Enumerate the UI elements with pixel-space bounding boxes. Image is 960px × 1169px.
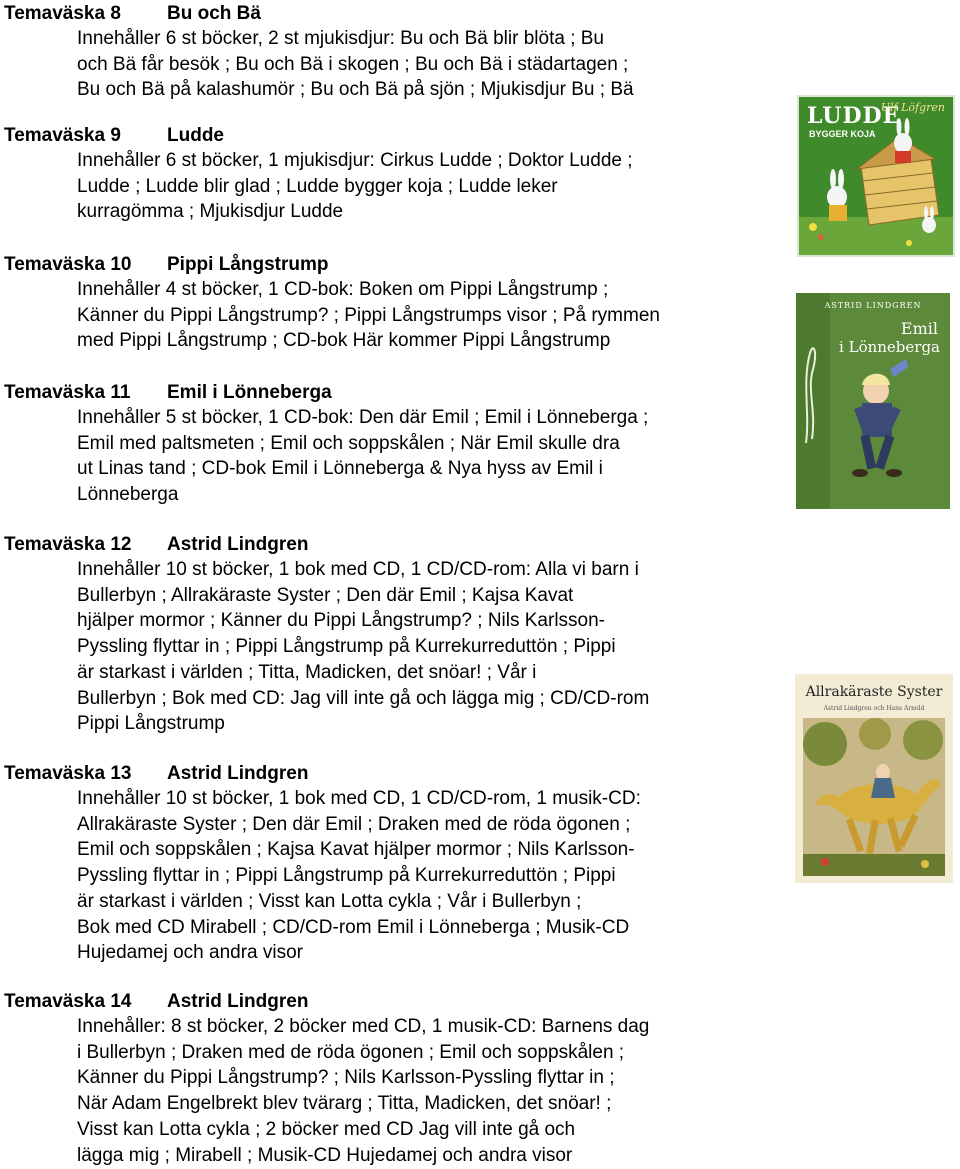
description-line: Pyssling flyttar in ; Pippi Långstrump på Kurrekurreduttön ; Pippi [77,636,616,658]
description-line: Emil och soppskålen ; Kajsa Kavat hjälper mormor ; Nils Karlsson- [77,839,635,861]
description-line: med Pippi Långstrump ; CD-bok Här kommer Pippi Långstrump [77,330,611,352]
description-line: kurragömma ; Mjukisdjur Ludde [77,201,344,223]
entry-number: Temaväska 13 [4,763,132,784]
entry-number: Temaväska 14 [4,991,132,1012]
cover-title: Allrakäraste Syster [805,684,943,700]
description-line: i Bullerbyn ; Draken med de röda ögonen ; Emil och soppskålen ; [77,1041,625,1063]
description-line: När Adam Engelbrekt blev tvärarg ; Titta, Madicken, det snöar! ; [77,1093,612,1115]
description-line: är starkast i världen ; Titta, Madicken, det snöar! ; Vår i [77,661,537,683]
entry-heading [4,380,794,405]
entry-title: Astrid Lindgren [167,991,309,1012]
description-line: Ludde ; Ludde blir glad ; Ludde bygger koja ; Ludde leker [77,175,558,197]
description-line: Emil med paltsmeten ; Emil och soppskålen ; När Emil skulle dra [77,432,620,454]
description-line: Allrakäraste Syster ; Den där Emil ; Draken med de röda ögonen ; [77,813,631,835]
entry-number: Temaväska 8 [4,3,121,24]
entry-title: Pippi Långstrump [167,254,329,275]
entry-heading [4,532,794,557]
cover-author: ASTRID LINDGREN [824,301,922,310]
entry-heading [4,123,794,148]
description-line: Bok med CD Mirabell ; CD/CD-rom Emil i Lönneberga ; Musik-CD [77,916,630,938]
entry-heading [4,252,794,277]
entry-title: Astrid Lindgren [167,534,309,555]
entry-temavaska-10 [4,252,794,354]
description-line: Pyssling flyttar in ; Pippi Långstrump på Kurrekurreduttön ; Pippi [77,865,616,887]
entry-temavaska-12 [4,532,794,737]
entry-temavaska-11 [4,380,794,508]
entry-number: Temaväska 12 [4,534,132,555]
entry-description [77,277,794,354]
cover-title-line2: i Lönneberga [839,338,940,356]
cover-author: Ulf Löfgren [880,101,945,114]
entry-temavaska-14 [4,989,794,1168]
entry-temavaska-13 [4,761,794,966]
description-line: Känner du Pippi Långstrump? ; Pippi Långstrumps visor ; På rymmen [77,304,660,326]
description-line: Bu och Bä på kalashumör ; Bu och Bä på sjön ; Mjukisdjur Bu ; Bä [77,79,634,101]
description-line: Innehåller 10 st böcker, 1 bok med CD, 1 CD/CD-rom, 1 musik-CD: [77,788,641,809]
description-line: Visst kan Lotta cykla ; 2 böcker med CD Jag vill inte gå och [77,1118,576,1140]
description-line: Bullerbyn ; Bok med CD: Jag vill inte gå och lägga mig ; CD/CD-rom [77,687,650,709]
description-line: Pippi Långstrump [77,713,225,735]
description-line: Lönneberga [77,484,179,506]
cover-title-line1: Emil [900,319,938,338]
description-line: och Bä får besök ; Bu och Bä i skogen ; Bu och Bä i städartagen ; [77,53,629,75]
cover-title: LUDDE [807,103,901,129]
entry-description [77,26,794,103]
cover-subtitle: BYGGER KOJA [809,129,876,139]
allrakaraste-syster-book-cover [795,674,953,883]
cover-author: Astrid Lindgren och Hans Arnold [823,705,925,712]
description-line: Innehåller 6 st böcker, 2 st mjukisdjur: Bu och Bä blir blöta ; Bu [77,28,604,49]
entry-number: Temaväska 9 [4,125,121,146]
description-line: lägga mig ; Mirabell ; Musik-CD Hujedamej och andra visor [77,1144,573,1166]
ludde-book-cover [797,95,955,257]
entry-description [77,148,794,225]
entry-title: Bu och Bä [167,3,261,24]
entry-title: Ludde [167,125,224,146]
entry-description [77,786,794,966]
emil-book-cover [796,293,950,509]
description-line: Innehåller 6 st böcker, 1 mjukisdjur: Cirkus Ludde ; Doktor Ludde ; [77,150,633,171]
entry-heading [4,761,794,786]
entry-title: Astrid Lindgren [167,763,309,784]
entry-heading [4,989,794,1014]
description-line: är starkast i världen ; Visst kan Lotta cykla ; Vår i Bullerbyn ; [77,890,582,912]
entry-description [77,405,794,508]
entry-description [77,557,794,737]
description-line: Känner du Pippi Långstrump? ; Nils Karlsson-Pyssling flyttar in ; [77,1067,615,1089]
description-line: Bullerbyn ; Allrakäraste Syster ; Den där Emil ; Kajsa Kavat [77,584,574,606]
description-line: Innehåller 4 st böcker, 1 CD-bok: Boken om Pippi Långstrump ; [77,279,609,300]
description-line: Hujedamej och andra visor [77,942,304,964]
description-line: Innehåller 10 st böcker, 1 bok med CD, 1 CD/CD-rom: Alla vi barn i [77,559,639,580]
entry-number: Temaväska 11 [4,382,131,403]
description-line: Innehåller 5 st böcker, 1 CD-bok: Den där Emil ; Emil i Lönneberga ; [77,407,649,428]
description-line: Innehåller: 8 st böcker, 2 böcker med CD, 1 musik-CD: Barnens dag [77,1016,650,1037]
entry-title: Emil i Lönneberga [167,382,332,403]
description-line: ut Linas tand ; CD-bok Emil i Lönneberga & Nya hyss av Emil i [77,458,603,480]
entry-number: Temaväska 10 [4,254,132,275]
entry-temavaska-9 [4,123,794,225]
entry-temavaska-8 [4,1,794,103]
entry-description [77,1014,794,1168]
description-line: hjälper mormor ; Känner du Pippi Långstrump? ; Nils Karlsson- [77,610,606,632]
entry-heading [4,1,794,26]
